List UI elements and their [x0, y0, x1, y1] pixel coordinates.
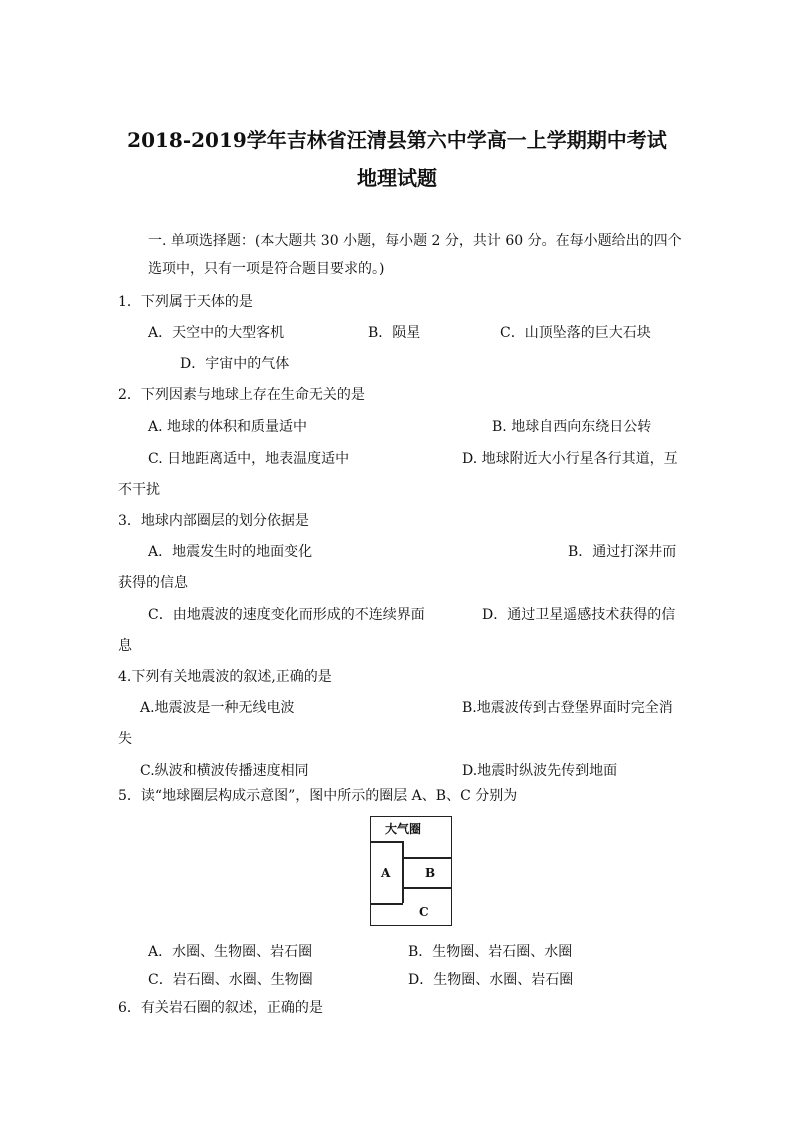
q5-option-b: B．生物圈、岩石圈、水圈: [408, 944, 573, 960]
section-instructions-line2: 选项中，只有一项是符合题目要求的。): [148, 261, 385, 277]
q2-stem: 2．下列因素与地球上存在生命无关的是: [118, 387, 365, 403]
diagram-label-c: C: [419, 905, 429, 919]
q4-option-b-continued: 失: [118, 731, 132, 747]
diagram-label-a: A: [381, 866, 391, 880]
exam-title-line1: 2018-2019学年吉林省汪清县第六中学高一上学期期中考试: [127, 128, 667, 152]
diagram-line: [371, 903, 403, 905]
q3-stem: 3．地球内部圈层的划分依据是: [118, 513, 309, 529]
q3-option-c: C．由地震波的速度变化而形成的不连续界面: [148, 607, 425, 623]
diagram-label-b: B: [425, 866, 436, 880]
q5-option-c: C．岩石圈、水圈、生物圈: [148, 972, 313, 988]
q5-stem: 5．读“地球圈层构成示意图”，图中所示的圈层 A、B、C 分别为: [118, 788, 518, 804]
section-instructions-line1: 一. 单项选择题：(本大题共 30 小题，每小题 2 分，共计 60 分。在每小题给出的四个: [148, 233, 682, 249]
q5-option-a: A．水圈、生物圈、岩石圈: [148, 944, 313, 960]
q4-stem: 4.下列有关地震波的叙述,正确的是: [118, 669, 332, 685]
q1-stem: 1．下列属于天体的是: [118, 294, 253, 310]
q1-option-a: A．天空中的大型客机: [148, 325, 285, 341]
q3-option-d: D．通过卫星遥感技术获得的信: [482, 607, 676, 623]
q2-option-a: A. 地球的体积和质量适中: [148, 419, 308, 435]
q6-stem: 6．有关岩石圈的叙述，正确的是: [118, 1000, 323, 1016]
diagram-label-atmosphere: 大气圈: [385, 822, 422, 836]
q3-option-a: A．地震发生时的地面变化: [148, 544, 313, 560]
q2-option-d-continued: 不干扰: [118, 482, 160, 498]
diagram-line: [402, 887, 452, 889]
q3-option-d-continued: 息: [118, 638, 132, 654]
q1-option-c: C．山顶坠落的巨大石块: [500, 325, 651, 341]
q4-option-c: C.纵波和横波传播速度相同: [140, 763, 309, 779]
q5-option-d: D．生物圈、水圈、岩石圈: [408, 972, 574, 988]
exam-title-line2: 地理试题: [357, 166, 437, 190]
q2-option-b: B. 地球自西向东绕日公转: [492, 419, 652, 435]
diagram-line: [371, 841, 403, 843]
q1-option-d: D．宇宙中的气体: [180, 356, 290, 372]
q2-option-d: D. 地球附近大小行星各行其道，互: [462, 451, 678, 467]
diagram-line: [402, 857, 452, 859]
q4-option-a: A.地震波是一种无线电波: [140, 700, 295, 716]
diagram-line: [402, 841, 404, 903]
q3-option-b-continued: 获得的信息: [118, 575, 188, 591]
q3-option-b: B．通过打深井而: [568, 544, 677, 560]
q2-option-c: C. 日地距离适中，地表温度适中: [148, 451, 350, 467]
earth-spheres-diagram: [370, 816, 452, 926]
q4-option-d: D.地震时纵波先传到地面: [462, 763, 618, 779]
q4-option-b: B.地震波传到古登堡界面时完全消: [462, 700, 673, 716]
q1-option-b: B．陨星: [368, 325, 421, 341]
